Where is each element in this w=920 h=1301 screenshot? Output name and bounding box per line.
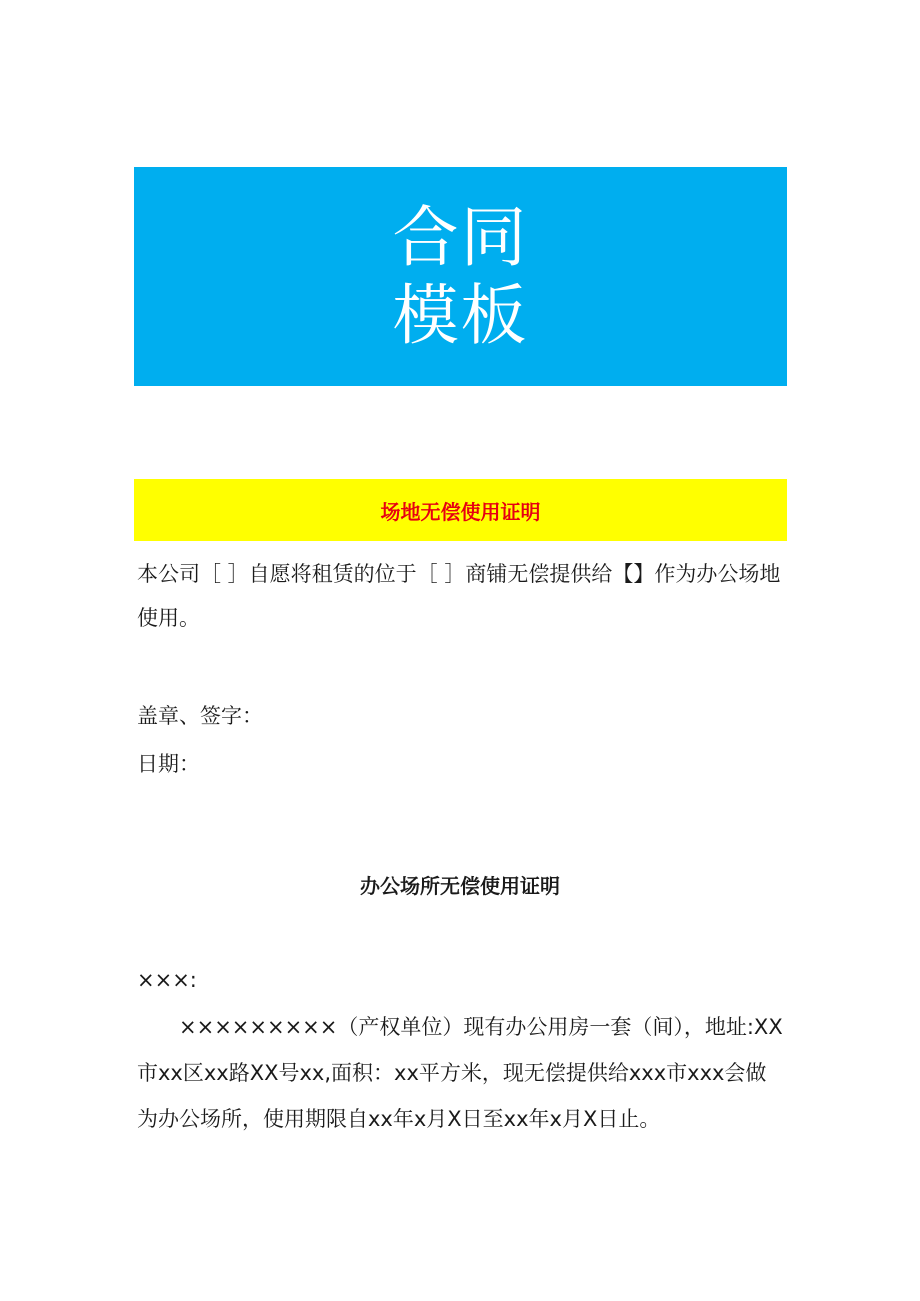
sign-label: 盖章、签字： [137,704,263,728]
section1-title-band [134,479,787,541]
section2-title: 办公场所无偿使用证明 [360,874,560,898]
cover-banner [134,167,787,386]
section2-body: ×××××××××（产权单位）现有办公用房一套（间），地址:XX市xx区xx路XX号xx,面积：xx平方米，现无偿提供给xxx市xxx会做为办公场所，使用期限自xx年x月X日至xx年x月X日止。 [137,1015,783,1131]
date-label: 日期： [137,752,200,776]
section1-body: 本公司［ ］自愿将租赁的位于［ ］商铺无偿提供给【】作为办公场地使用。 [137,562,781,630]
section2-salutation: ×××: [137,968,197,992]
section1-title: 场地无偿使用证明 [380,499,541,524]
cover-title-line-2: 模板 [392,276,529,354]
cover-title-line-1: 合同 [392,198,529,276]
